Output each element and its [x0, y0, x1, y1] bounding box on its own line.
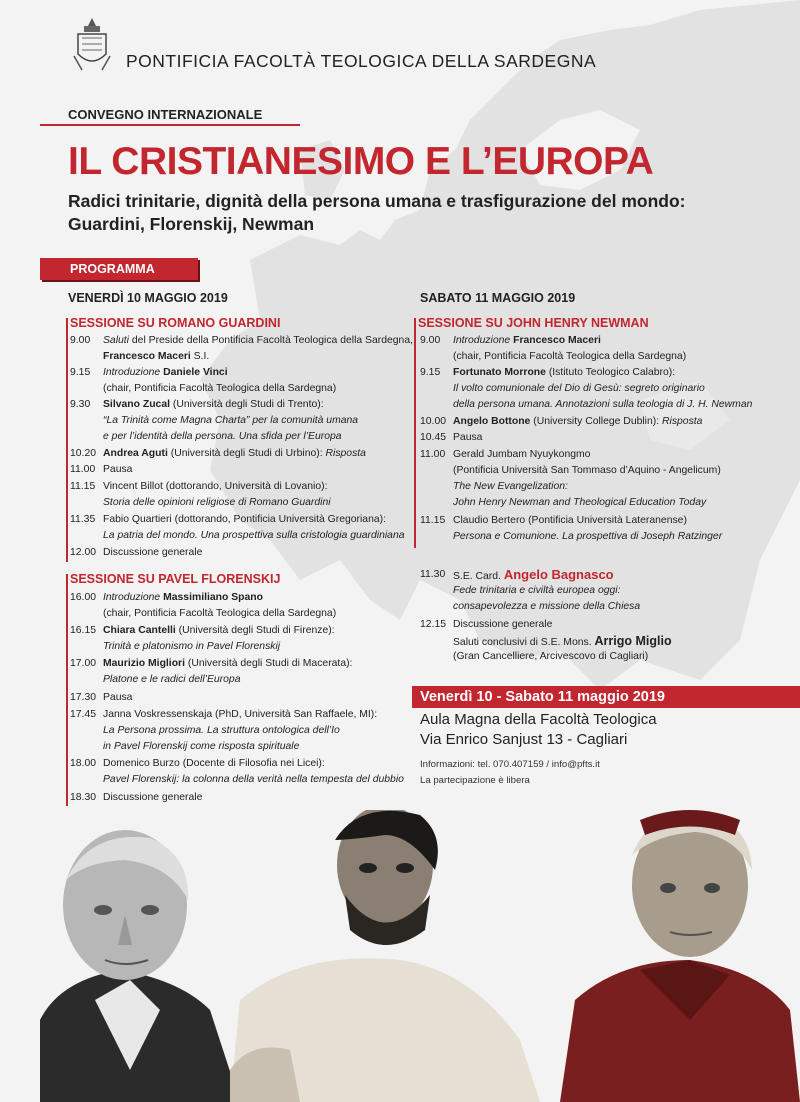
session-bar — [66, 574, 68, 806]
page-title: IL CRISTIANESIMO E L’EUROPA — [68, 140, 654, 183]
event-dates-band: Venerdì 10 - Sabato 11 maggio 2019 — [412, 686, 800, 708]
session-newman: SESSIONE SU JOHN HENRY NEWMAN — [418, 316, 649, 330]
day-heading-saturday: SABATO 11 MAGGIO 2019 — [420, 291, 576, 305]
day-heading-friday: VENERDÌ 10 MAGGIO 2019 — [68, 291, 228, 305]
portrait-photos — [0, 810, 800, 1102]
institution-name: PONTIFICIA FACOLTÀ TEOLOGICA DELLA SARDEGNA — [126, 51, 597, 71]
programma-label: PROGRAMMA — [40, 258, 198, 280]
portrait-romano-guardini — [40, 830, 240, 1102]
session-guardini: SESSIONE SU ROMANO GUARDINI — [70, 316, 281, 330]
session-bar — [414, 318, 416, 548]
session-florenskij: SESSIONE SU PAVEL FLORENSKIJ — [70, 572, 281, 586]
faculty-crest-logo — [72, 16, 112, 72]
session-bar — [66, 318, 68, 562]
divider — [40, 124, 300, 126]
contact-info: Informazioni: tel. 070.407159 / info@pfts.it — [420, 759, 600, 770]
subtitle: Radici trinitarie, dignità della persona umana e trasfigurazione del mondo: Guardini, Florenskij, Newman — [68, 191, 686, 234]
conference-label: CONVEGNO INTERNAZIONALE — [68, 107, 263, 122]
portrait-john-henry-newman — [560, 810, 800, 1102]
venue-address: Via Enrico Sanjust 13 - Cagliari — [420, 731, 628, 748]
venue-name: Aula Magna della Facoltà Teologica — [420, 711, 657, 728]
free-entry-note: La partecipazione è libera — [420, 775, 530, 786]
portrait-pavel-florenskij — [230, 810, 540, 1102]
